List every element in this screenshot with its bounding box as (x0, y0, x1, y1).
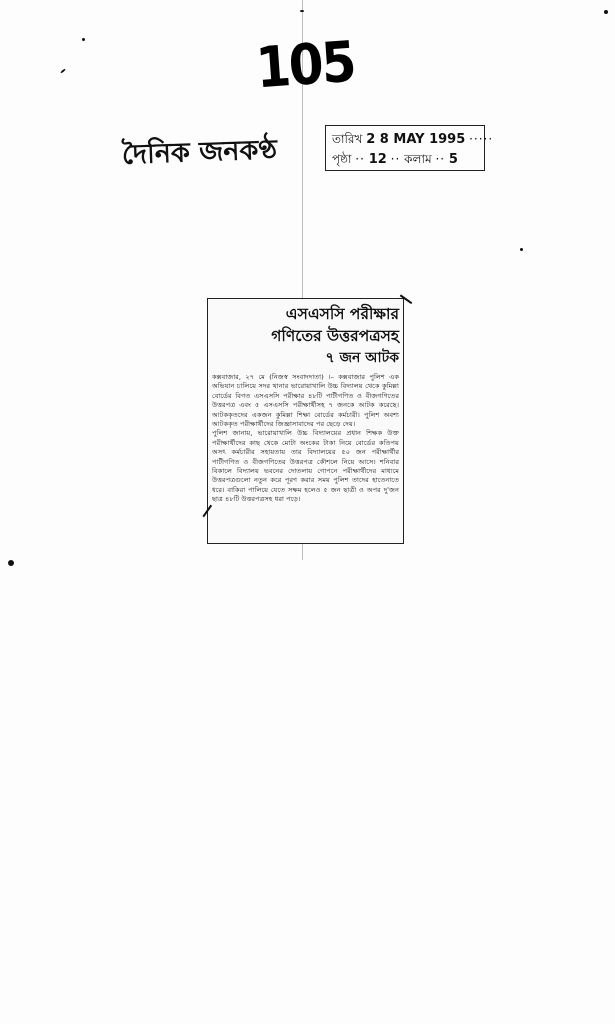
stamp-page-label: পৃষ্ঠা (332, 152, 352, 166)
stamp-date-trailing: ····· (469, 132, 494, 146)
headline-line: গণিতের উত্তরপত্রসহ (271, 327, 399, 345)
headline-line: ৭ জন আটক (325, 350, 399, 366)
ink-speck (604, 10, 608, 14)
newspaper-name: দৈনিক জনকণ্ঠ (121, 134, 278, 171)
stamp-date-row (332, 129, 494, 149)
body-paragraph: পুলিশ জানায়, ভারোয়াখালি উচ্চ বিদ্যালয়ের প্রধান শিক্ষক উক্ত পরীক্ষার্থীদের কাছ থেকে মোটা অংকের টাকা নিয়ে বোর্ডের কতিপয় অসৎ কর্মচারীর সহায়তায় তার বিদ্যালয়ের ৫০ জন পরীক্ষার্থীর পাটীগণিত ও বীজগণিতের উত্তরপত্র কৌশলে নিয়ে আসে। শনিবার বিকালে বিদ্যালয় ভবনের দোতলায় গোপনে পরীক্ষার্থীদের মাধ্যমে উত্তরপত্রগুলো নতুন করে পূরণ করার সময় পুলিশ তাদের হাতেনাতে ধরে। বাকিরা পালিয়ে যেতে সক্ষম হলেও ৫ জন ছাত্রী ও অপর দু'জন ছাত্র ৪৮টি উত্তরপত্রসহ ধরা পড়ে। (212, 429, 399, 504)
ink-speck (60, 68, 66, 73)
corner-mark (202, 505, 223, 526)
stamp-column-value: 5 (448, 152, 458, 167)
ink-speck (8, 560, 14, 566)
stamp-date-label: তারিখ (332, 132, 363, 146)
date-stamp (325, 125, 494, 171)
headline-line: এসএসসি পরীক্ষার (285, 305, 399, 323)
stamp-page-row: পৃষ্ঠা ·· 12 ·· কলাম ·· 5 (332, 152, 458, 167)
ink-speck (300, 10, 304, 12)
stamp-date-value: 2 8 MAY 1995 (366, 132, 466, 147)
body-paragraph: কক্সবাজার, ২৭ মে (নিজস্ব সংবাদদাতা) ।– কক্সবাজার পুলিশ এক অভিযান চালিয়ে সদর থানার ভারোয়াখালি উচ্চ বিদ্যালয় থেকে কুমিল্লা বোর্ডের বিগত এসএসসি পরীক্ষার ৪৮টি পাটীগণিত ও বীজগণিতের উত্তরপত্র এবং ৫ এসএসসি পরীক্ষার্থীসহ ৭ জনকে আটক করেছে। আটককৃতদের একজন কুমিল্লা শিক্ষা বোর্ডের কর্মচারী। পুলিশ অবশ্য আটককৃত পরীক্ষার্থীদের জিজ্ঞাসাবাদের পর ছেড়ে দেয়। (212, 373, 399, 429)
stamp-column-label: কলাম (404, 152, 432, 166)
handwritten-page-number: 105 (253, 29, 357, 101)
clipping-headline (212, 303, 399, 369)
stamp-page-value: 12 (368, 152, 387, 167)
ink-speck (82, 38, 85, 41)
clipping-body (212, 373, 399, 505)
news-clipping (207, 298, 404, 544)
ink-speck (520, 248, 523, 251)
